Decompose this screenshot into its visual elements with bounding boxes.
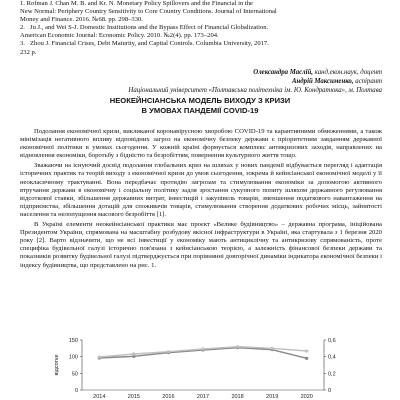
reference-line: 1. Rofman J. Chan M. B. and Kr. N. Monetary Policy Spillovers and the Financial in the (20, 0, 253, 7)
x-tick-label: 2018 (231, 394, 244, 400)
reference-line: American Economic Journal: Economic Policy. 2010. №2(4). pp. 173–204. (20, 32, 219, 40)
reference-line: Zhou J. Financial Crises, Debt Maturity, and Capital Controls. Columbia University, 2017. (30, 40, 269, 48)
author-affiliation: Національний університет «Полтавська політехніка ім. Ю. Кондратюка», м. Полтава (128, 87, 382, 95)
reference-line: 232 p. (20, 48, 37, 56)
reference-line: Ju J., and Wei S-J. Domestic Institutions and the Bypass Effect of Financial Globalization. (30, 24, 269, 32)
chart-svg (0, 336, 400, 400)
data-point (305, 357, 308, 360)
data-point (236, 345, 239, 348)
reference-item (20, 40, 382, 56)
author-role: канд.екон.наук, доцент (312, 69, 382, 76)
data-point (98, 355, 101, 358)
x-tick-label: 2014 (93, 394, 106, 400)
paragraph: В Україні елементи неокейнсіанської практики має проєкт «Велике будівництво» – державна програма, ініційована Президентом України, спрямована на масштабну розбудову якісної інфраструктури в Україні, яка стартувала з 1 березня 2020 року [2]. Варто відзначити, що не всі інвестиції у економіку мають антициклічну та антикризову спрямованість, проте специфіка будівельної галузі історично пов'язана з кейнсіанською теорією, а залежність фінансової безпеки держави та показників розвитку будівельної галузі підтверджується при порівнянні довгорічної динаміки індикатора економічної безпеки і індексу будівництва, що представлено на рис. 1. (20, 221, 382, 269)
title-line: В УМОВАХ ПАНДЕМІЇ COVID-19 (141, 105, 259, 115)
paper-title (0, 96, 400, 115)
x-tick-label: 2017 (196, 394, 210, 400)
author-name: Андрій Максименко, (292, 78, 354, 86)
data-point (167, 350, 170, 353)
data-point (132, 352, 135, 355)
y-tick-label-right: 0 (328, 388, 332, 394)
reference-number: 3. (20, 40, 25, 48)
figure-chart (0, 336, 400, 400)
y-tick-label-right: 0,4 (328, 354, 336, 361)
paragraph: Подолання економічної кризи, викликаної коронавірусною хворобою COVID-19 та карантинними обмеженнями, а також мінімізація негативного впливу відповідних загроз на економічну безпеку держави є пріоритетним завданням державної економічної політики в умовах сьогодення. У кожній країні формується комплекс антикризових заходів, направлених на відновлення економіки, боротьбу з бідністю та безробіттям, повернення культурного життя тощо. (20, 128, 382, 160)
author-block (62, 68, 382, 95)
y-tick-label-right: 0,6 (328, 338, 336, 344)
reference-number: 2. (20, 24, 25, 32)
y-tick-label-left: 150 (68, 338, 78, 344)
data-point (201, 347, 204, 350)
y-tick-label-right: 0,2 (328, 371, 336, 378)
x-tick-label: 2015 (127, 394, 140, 400)
x-tick-label: 2016 (162, 394, 175, 400)
reference-list (20, 0, 382, 57)
reference-item (20, 24, 382, 40)
author-role: аспірант (353, 78, 382, 86)
x-tick-label: 2019 (266, 394, 279, 400)
y-tick-label-left: 100 (68, 354, 78, 361)
author-name: Олександра Маслій, (253, 69, 313, 76)
reference-line: New Normal: Periphery Country Sensitivity to Core Country Conditions. Journal of International (20, 8, 277, 16)
body-text (20, 128, 382, 272)
x-tick-label: 2020 (300, 394, 313, 400)
data-point (271, 347, 274, 350)
author-line (62, 77, 382, 86)
data-point (305, 349, 308, 352)
y-tick-label-left: 50 (71, 371, 78, 378)
paragraph: Зважаючи на існуючий досвід подолання глобальних криз на шляхах у нових пандемії відбувається перегляд і адаптація історичних практик та теорій виходу з економічної кризи до умов сьогодення, зокрема й кейнсіанської економічної моделі у її неокласичному трактуванні. Вона передбачає протидію загрозам та стимулювання економіки за допомогою активного втручання держави в економічну і соціальну політику задля зростання сукупного попиту шляхом державного регулювання відсоткової ставки, збільшення державних витрат, інвестицій і закупівель товарів, зменшення податкового навантаження на підприємства, збільшення дотацій для споживачів товарів, стимулювання створення додаткових робочих місць, зайнятості населення та нелопущення масового безробіття [1]. (20, 162, 382, 218)
y-tick-label-left: 0 (74, 388, 78, 394)
title-line: НЕОКЕЙНСІАНСЬКА МОДЕЛЬ ВИХОДУ З КРИЗИ (109, 96, 291, 105)
author-line (62, 68, 382, 77)
y-axis-label-left: відсотки (54, 354, 60, 376)
reference-item (20, 0, 382, 24)
reference-line: Money and Finance. 2016. №68. pp. 298–330. (20, 16, 143, 24)
